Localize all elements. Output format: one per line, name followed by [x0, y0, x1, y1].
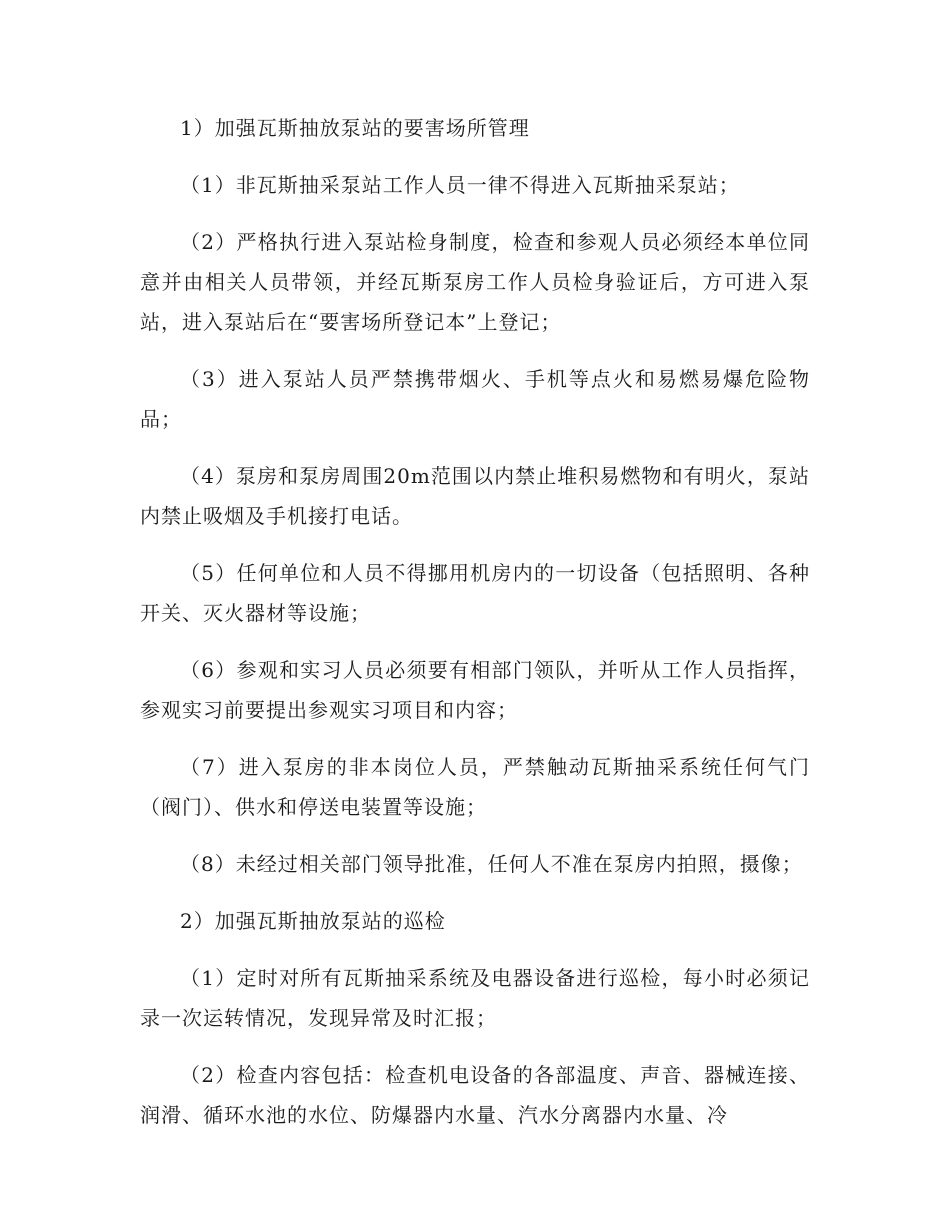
paragraph: （4）泵房和泵房周围20m范围以内禁止堆积易燃物和有明火，泵站内禁止吸烟及手机接打电话。 [140, 464, 810, 528]
paragraph: （8）未经过相关部门领导批准，任何人不准在泵房内拍照，摄像； [180, 852, 803, 876]
paragraph: （5）任何单位和人员不得挪用机房内的一切设备（包括照明、各种开关、灭火器材等设施； [140, 561, 810, 625]
section-heading: 2）加强瓦斯抽放泵站的巡检 [180, 909, 446, 933]
paragraph: （6）参观和实习人员必须要有相部门领队，并听从工作人员指挥，参观实习前要提出参观实习项目和内容； [140, 658, 810, 722]
paragraph: （2）严格执行进入泵站检身制度，检查和参观人员必须经本单位同意并由相关人员带领，并经瓦斯泵房工作人员检身验证后，方可进入泵站，进入泵站后在“要害场所登记本”上登记； [140, 230, 810, 334]
paragraph: （3）进入泵站人员严禁携带烟火、手机等点火和易燃易爆危险物品； [140, 367, 810, 431]
paragraph: （2）检查内容包括：检查机电设备的各部温度、声音、器械连接、润滑、循环水池的水位、防爆器内水量、汽水分离器内水量、冷 [140, 1063, 810, 1127]
section-heading: 1）加强瓦斯抽放泵站的要害场所管理 [180, 116, 530, 140]
document-body [140, 108, 810, 1152]
paragraph: （1）定时对所有瓦斯抽采系统及电器设备进行巡检，每小时必须记录一次运转情况，发现异常及时汇报； [140, 966, 810, 1030]
paragraph: （7）进入泵房的非本岗位人员，严禁触动瓦斯抽采系统任何气门（阀门）、供水和停送电装置等设施； [140, 755, 810, 819]
paragraph: （1）非瓦斯抽采泵站工作人员一律不得进入瓦斯抽采泵站； [180, 173, 740, 197]
